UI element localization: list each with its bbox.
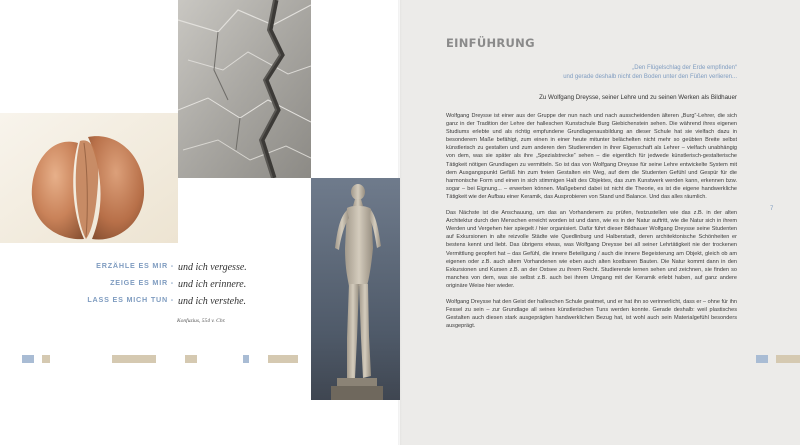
quote-line [96,259,260,276]
epigraph-line: „Den Flügelschlag der Erde empfinden“ [632,65,737,71]
confucius-quote [87,259,260,310]
quote-line [100,276,260,293]
decorative-bar [776,355,800,363]
quote-line-caps: LASS ES MICH TUN - [87,295,174,304]
quote-line-caps: ZEIGE ES MIR - [110,278,174,287]
decorative-bar [756,355,768,363]
decorative-bar [243,355,249,363]
paragraph: Wolfgang Dreysse ist einer aus der Gruppe der nun nach und nach ausscheidenden älteren „Burg“-Lehrer, die sich ganz in der Tradition der Lehre der halleschen Kunstschule Burg Giebichenstein sehen. Die während ihres eigenen Studiums erlebte und als richtig empfundene Grundlagenausbildung an dieser Schule hat sie vielfach dazu in besonderem Maße befähigt, zum einen in einer heute mitunter belächelten nicht mehr so geübten Breite selbst künstlerisch zu gestalten und zum anderen den Studierenden in ihrer Eigenschaft als Lehrer – vielfach unabhängig von dem, was sie später als ihre „Spezialstrecke“ sehen – die eigentlich für jedwede künstlerisch-gestalterische Tätigkeit nötigen Grundlagen zu vermitteln. So ist das von Wolfgang Dreysse für seine Lehre entwickelte System mit dem Ausgangspunkt Gefäß hin zum freien Gestalten ein Weg, auf dem die Studenten Gefühl und Gespür für die harmonische Form und einen in sich stimmigen Halt des Objektes, das zum Kunstwerk werden kann, erkennen bzw. sogar – bei Eignung... – erwerben können. Maßgebend dabei ist nicht die Theorie, es ist die eigene handwerkliche Tätigkeit wie der Aufbau einer Keramik, das Ausprobieren von Stand und Balance. Und das alles räumlich. [446,113,737,200]
decorative-bar [268,355,298,363]
decorative-bar [42,355,50,363]
quote-line [87,293,260,310]
paragraph: Das Nächste ist die Anschauung, um das an Vorhandenem zu prüfen, festzustellen wie das z.B. in der alten Architektur durch den Menschen erreicht worden ist und dann, wie es in der Natur auftritt, wie die Natur sich in ihrem Werden und Vergehen hier spiegelt / hier organisiert. Dafür führt dieser Bildhauer Wolfgang Dreysse seine Studenten auf Exkursionen in alte reizvolle Städte wie Quedlinburg und Halberstadt, deren architektonische Schönheiten er bestens kennt und liebt. Das übrigens etwas, was Wolfgang Dreysse bei all seiner Lehrtätigkeit nie der trockenen Vermittlung geopfert hat – das Gefühl, die innere Beteiligung / auch die innere Begeisterung am Objekt, gleich ob am eigenen oder z.B. auch altem Vorhandenen wie eben auch alten kostbaren Bauten. Die Natur kommt dann in den Exkursionen und Kursen z.B. an der Ostsee zu ihrem Recht. Studierende lernen sehen und zeichnen, sie finden so manches von dem, was sie selbst z.B. auch bei ihrem Umgang mit der Keramik erlebt haben, auf ganz andere originäre Weise hier wieder. [446,210,737,289]
seed-pod-image [0,113,178,243]
paragraph: Wolfgang Dreysse hat den Geist der halleschen Schule geatmet, und er hat ihn so verinnerlicht, dass er – ohne für ihn Fessel zu sein – zur Grundlage all seines künstlerischen Tuns werden konnte. Gerade deshalb: weil plastisches Gestalten auch diesen stark ausgeprägten handwerklichen Bezug hat, ist wohl auch sein Materialgefühl besonders ausgeprägt. [446,298,737,330]
decorative-bar [22,355,34,363]
quote-line-italic: und ich vergesse. [178,262,247,273]
subtitle: Zu Wolfgang Dreysse, seiner Lehre und zu seinen Werken als Bildhauer [539,94,737,101]
decorative-bar [185,355,197,363]
body-text [446,112,737,338]
epigraph [563,64,737,82]
quote-line-italic: und ich erinnere. [178,279,247,290]
quote-source: Konfuzius, 554 v. Chr. [177,318,226,324]
section-heading: EINFÜHRUNG [446,36,535,50]
decorative-bar [112,355,156,363]
page-number: 7 [770,206,774,212]
quote-line-caps: ERZÄHLE ES MIR - [96,261,174,270]
epigraph-line: und gerade deshalb nicht den Boden unter den Füßen verlieren... [563,74,737,80]
quote-line-italic: und ich verstehe. [178,296,247,307]
figure-sculpture-image [311,178,400,400]
rock-texture-image [178,0,311,178]
